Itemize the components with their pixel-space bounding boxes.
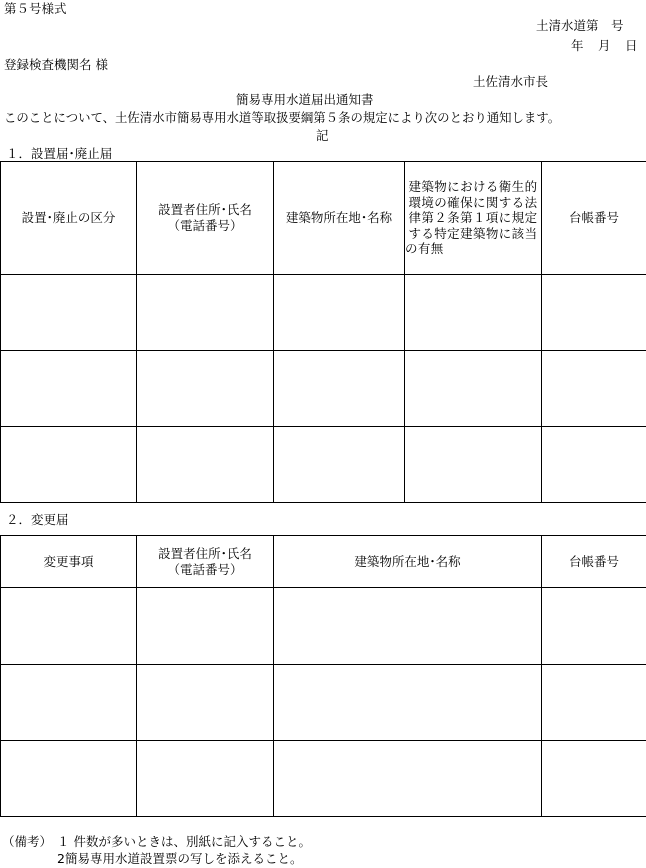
reference-number: 土清水道第 号	[536, 18, 624, 33]
s1-cell	[405, 275, 542, 351]
s1-cell	[405, 351, 542, 427]
document-title: 簡易専用水道届出通知書	[236, 92, 374, 107]
s1-cell	[1, 351, 137, 427]
table-row	[1, 275, 646, 351]
s1-cell	[1, 427, 137, 503]
s1-cell	[542, 427, 646, 503]
s1-cell	[274, 351, 405, 427]
s2-cell	[1, 665, 137, 741]
s1-header-owner-line1: 設置者住所･氏名	[158, 202, 252, 218]
s1-header-owner-line2: （電話番号）	[167, 218, 243, 233]
notes-item-1: １ 件数が多いときは、別紙に記入すること。	[57, 834, 311, 849]
s1-header-specified-building: 建築物における衛生的環境の確保に関する法律第２条第１項に規定する特定建築物に該当の有無	[405, 162, 542, 275]
s2-cell	[1, 588, 137, 665]
section1-table	[0, 161, 646, 503]
s2-cell	[274, 588, 542, 665]
table-row	[1, 588, 646, 665]
table-row	[1, 665, 646, 741]
s2-cell	[137, 588, 274, 665]
s1-header-location: 建築物所在地･名称	[274, 162, 405, 275]
section2-heading: ２．変更届	[6, 512, 69, 527]
s1-header-category: 設置･廃止の区分	[1, 162, 137, 275]
s2-cell	[542, 665, 646, 741]
s2-header-ledger-number: 台帳番号	[542, 536, 646, 588]
notes-label: （備考）	[2, 834, 53, 849]
s2-header-owner-line1: 設置者住所･氏名	[158, 545, 252, 561]
s2-header-location: 建築物所在地･名称	[274, 536, 542, 588]
s2-cell	[137, 665, 274, 741]
sender-mayor: 土佐清水市長	[473, 74, 549, 89]
s2-cell	[1, 741, 137, 817]
s2-cell	[137, 741, 274, 817]
s1-cell	[405, 427, 542, 503]
s2-cell	[274, 741, 542, 817]
form-number: 第５号様式	[4, 1, 67, 16]
table-row	[1, 351, 646, 427]
addressee: 登録検査機関名 様	[4, 57, 108, 72]
notes-item-2: 2簡易専用水道設置票の写しを添えること。	[57, 851, 303, 866]
s1-header-ledger-number: 台帳番号	[542, 162, 646, 275]
table-row	[1, 427, 646, 503]
s1-cell	[274, 275, 405, 351]
s2-header-owner-line2: （電話番号）	[167, 561, 243, 577]
date-line: 年 月 日	[571, 38, 639, 53]
s1-cell	[274, 427, 405, 503]
ki-marker: 記	[316, 128, 329, 143]
s1-cell	[542, 275, 646, 351]
s2-cell	[274, 665, 542, 741]
s1-cell	[137, 351, 274, 427]
table-row	[1, 741, 646, 817]
section2-header-row	[1, 536, 646, 588]
s2-header-change-item: 変更事項	[1, 536, 137, 588]
section2-table	[0, 535, 646, 817]
s2-header-owner	[137, 536, 274, 588]
s1-cell	[1, 275, 137, 351]
s1-cell	[542, 351, 646, 427]
s2-cell	[542, 741, 646, 817]
body-text: このことについて、土佐清水市簡易専用水道等取扱要綱第５条の規定により次のとおり通知します。	[4, 110, 561, 125]
section1-header-row	[1, 162, 646, 275]
s1-cell	[137, 427, 274, 503]
s1-header-owner	[137, 162, 274, 275]
section1-heading: １．設置届･廃止届	[6, 146, 113, 161]
s2-cell	[542, 588, 646, 665]
s1-cell	[137, 275, 274, 351]
